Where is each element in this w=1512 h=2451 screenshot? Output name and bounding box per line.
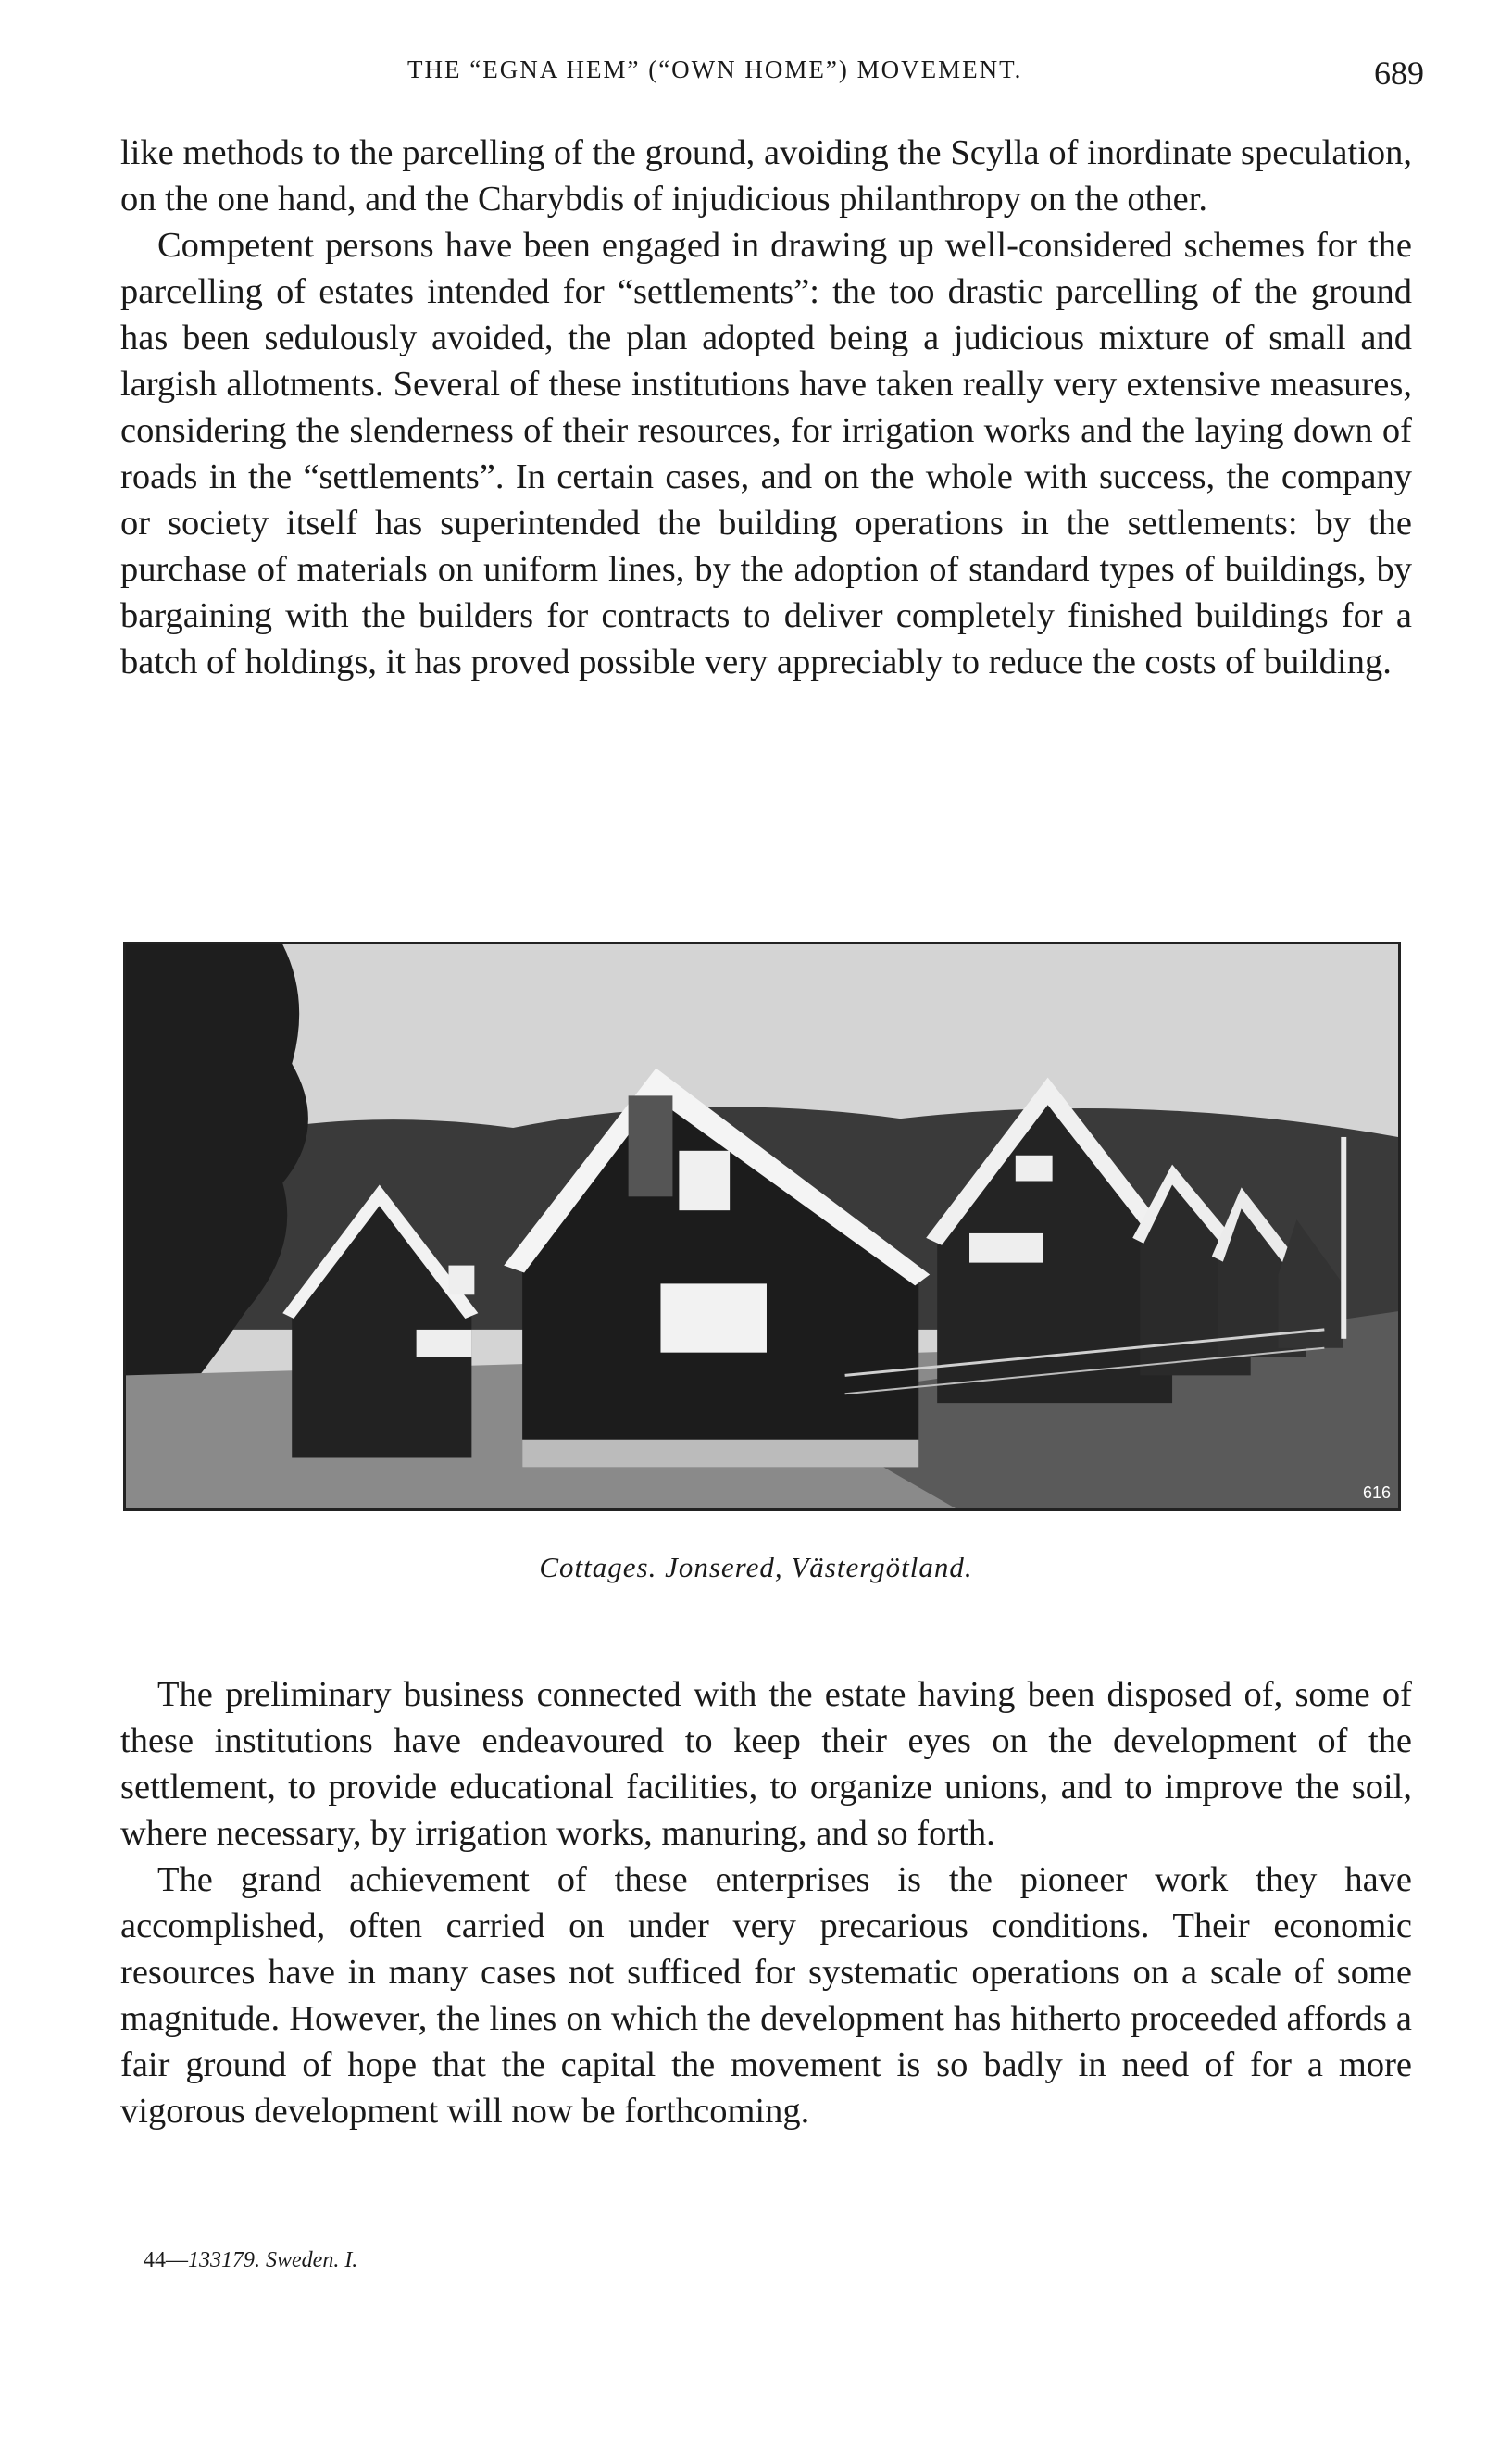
page-number: 689	[1374, 55, 1424, 92]
print-serial: 133179. Sweden. I.	[188, 2248, 358, 2272]
body-text-top	[120, 130, 1412, 685]
paragraph-preliminary-business: The preliminary business connected with the estate having been disposed of, some of these institutions have endeavoured to keep their eyes on the development of the settlement, to provide educational facilities, to organize unions, and to improve the soil, where necessary, by irrigation works, manuring, and so forth.	[120, 1675, 1412, 1853]
figure-caption: Cottages. Jonsered, Västergötland.	[539, 1551, 973, 1583]
running-title: THE “EGNA HEM” (“OWN HOME”) MOVEMENT.	[407, 56, 1023, 83]
paragraph-competent-persons: Competent persons have been engaged in drawing up well-considered schemes for the parcelling of estates intended for “settlements”: the too drastic parcelling of the ground has been sedulously avoided, the plan adopted being a judicious mixture of small and largish allotments. Several of these institutions have taken really very extensive measures, considering the slenderness of their resources, for irrigation works and the laying down of roads in the “settlements”. In certain cases, and on the whole with success, the company or society itself has superintended the building operations in the settlements: by the purchase of materials on uniform lines, by the adoption of standard types of buildings, by bargaining with the builders for contracts to deliver completely finished buildings for a batch of holdings, it has proved possible very appreciably to reduce the costs of building.	[120, 226, 1412, 682]
paragraph-grand-achievement: The grand achievement of these enterprises is the pioneer work they have accomplished, often carried on under very precarious conditions. Their economic resources have in many cases not sufficed for systematic operations on a scale of some magnitude. However, the lines on which the development has hitherto proceeded affords a fair ground of hope that the capital the movement is so badly in need of for a more vigorous development will now be forthcoming.	[120, 1860, 1412, 2131]
cottages-photograph	[123, 942, 1401, 1511]
paragraph-continuation: like methods to the parcelling of the ground, avoiding the Scylla of inordinate speculation, on the one hand, and the Charybdis of injudicious philanthropy on the other.	[120, 133, 1412, 219]
cottages-illustration	[126, 944, 1398, 1508]
running-head	[120, 54, 1424, 92]
signature-number: 44—	[144, 2248, 188, 2272]
body-text-bottom	[120, 1671, 1412, 2134]
signature-footer	[144, 2248, 357, 2273]
plate-number: 616	[1362, 1483, 1391, 1502]
